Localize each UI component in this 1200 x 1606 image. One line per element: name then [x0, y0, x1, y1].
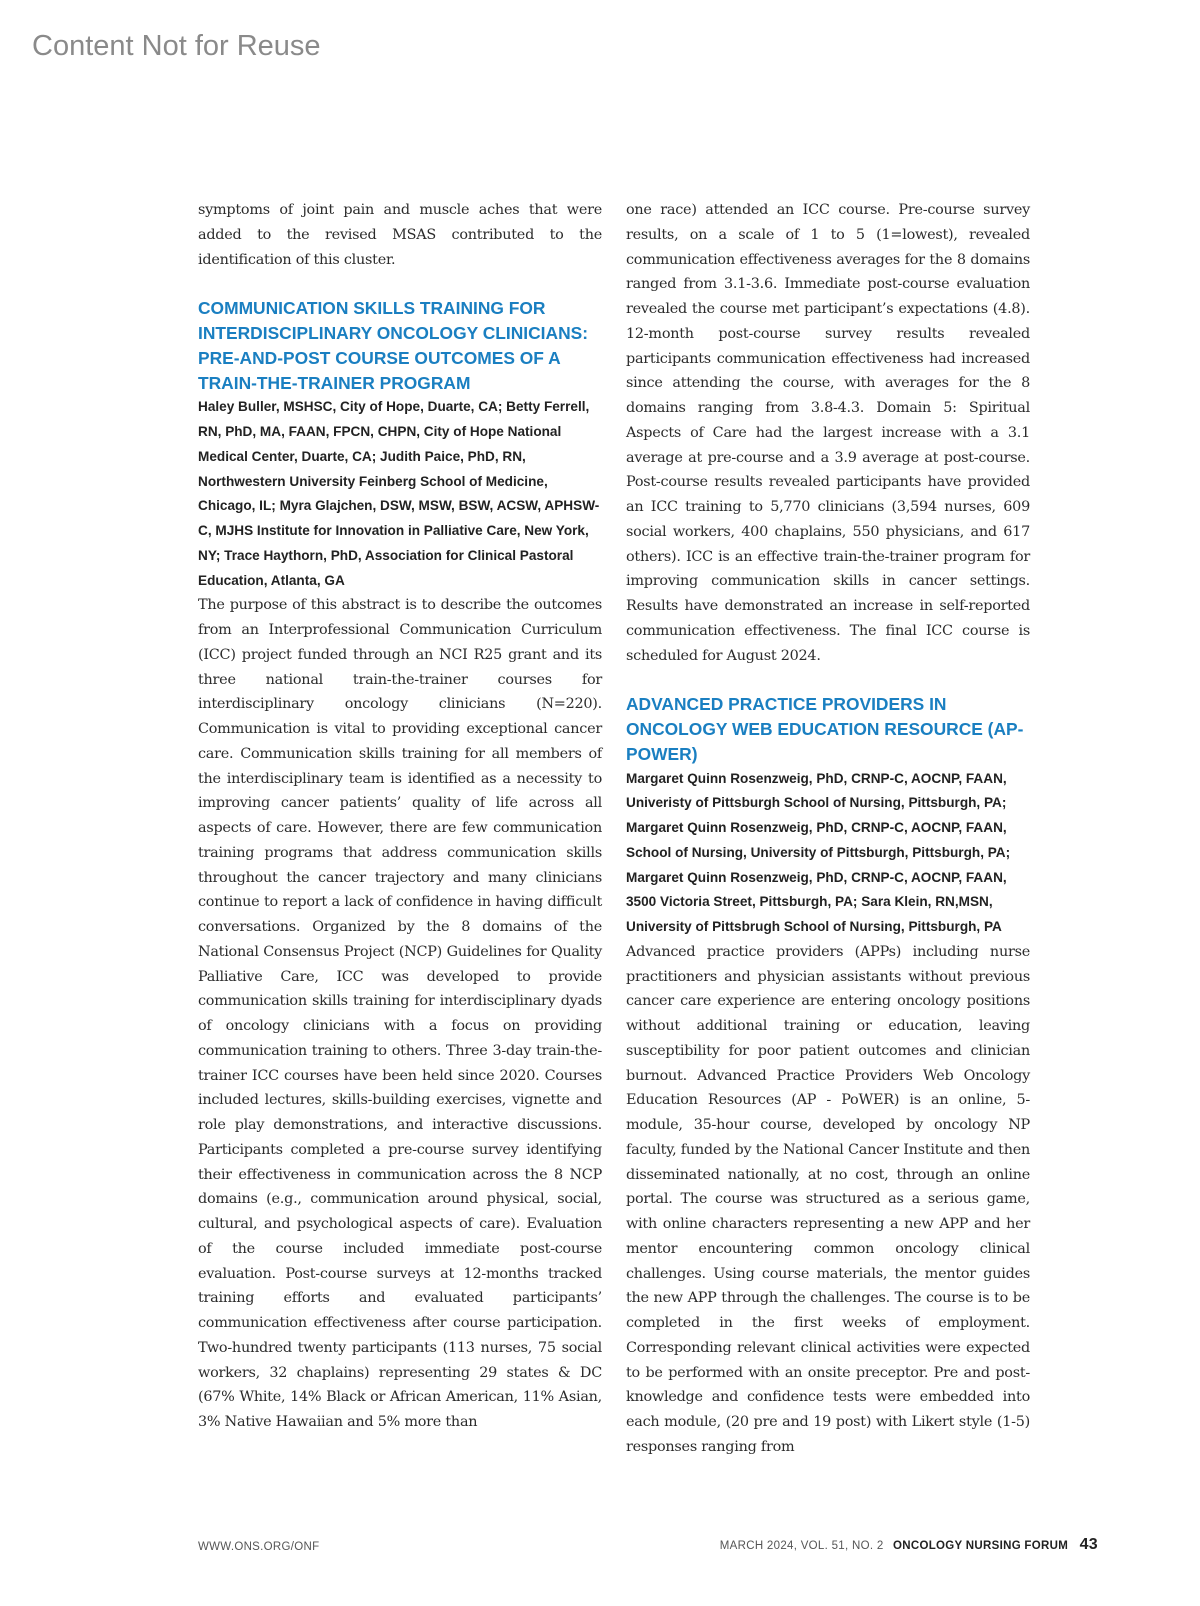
abstract-2-title: ADVANCED PRACTICE PROVIDERS IN ONCOLOGY WEB EDUCATION RESOURCE (AP-POWER) — [626, 694, 1024, 764]
footer-journal-name: ONCOLOGY NURSING FORUM — [893, 1540, 1069, 1552]
footer-issue: MARCH 2024, VOL. 51, NO. 2 — [719, 1540, 884, 1552]
page-number: 43 — [1079, 1536, 1098, 1553]
right-column — [626, 198, 1030, 1460]
abstract-1-authors: Haley Buller, MSHSC, City of Hope, Duarte, CA; Betty Ferrell, RN, PhD, MA, FAAN, FPCN, CHPN, City of Hope National Medical Center, Duarte, CA; Judith Paice, PhD, RN, Northwestern University Feinberg School of Medicine, Chicago, IL; Myra Glajchen, DSW, MSW, BSW, ACSW, APHSW-C, MJHS Institute for Innovation in Palliative Care, New York, NY; Trace Haythorn, PhD, Association for Clinical Pastoral Education, Atlanta, GA — [198, 399, 600, 588]
footer-info — [720, 1536, 1098, 1554]
abstract-1-body: The purpose of this abstract is to describe the outcomes from an Interprofessional Communication Curriculum (ICC) project funded through an NCI R25 grant and its three national train-the-trainer courses for interdisciplinary oncology clinicians (N=220). Communication is vital to providing exceptional cancer care. Communication skills training for all members of the interdisciplinary team is identified as a necessity to improving cancer patients’ quality of life across all aspects of care. However, there are few communication training programs that address communication skills throughout the cancer trajectory and many clinicians continue to report a lack of confidence in having difficult conversations. Organized by the 8 domains of the National Consensus Project (NCP) Guidelines for Quality Palliative Care, ICC was developed to provide communication skills training for interdisciplinary dyads of oncology clinicians with a focus on providing communication training to others. Three 3-day train-the-trainer ICC courses have been held since 2020. Courses included lectures, skills-building exercises, vignette and role play demonstrations, and interactive discussions. Participants completed a pre-course survey identifying their effectiveness in communication across the 8 NCP domains (e.g., communication around physical, social, cultural, and psychological aspects of care). Evaluation of the course included immediate post-course evaluation. Post-course surveys at 12-months tracked training efforts and evaluated participants’ communication effectiveness after course participation. Two-hundred twenty participants (113 nurses, 75 social workers, 32 chaplains) representing 29 states & DC (67% White, 14% Black or African American, 11% Asian, 3% Native Hawaiian and 5% more than — [198, 597, 602, 1430]
left-column — [198, 198, 602, 1435]
abstract-1-title: COMMUNICATION SKILLS TRAINING FOR INTERDISCIPLINARY ONCOLOGY CLINICIANS: PRE-AND-POST COURSE OUTCOMES OF A TRAIN-THE-TRAINER PROGRAM — [198, 298, 589, 393]
watermark-text: Content Not for Reuse — [32, 30, 321, 62]
abstract-2-authors: Margaret Quinn Rosenzweig, PhD, CRNP-C, AOCNP, FAAN, Univeristy of Pittsburgh School of Nursing, Pittsburgh, PA; Margaret Quinn Rosenzweig, PhD, CRNP-C, AOCNP, FAAN, School of Nursing, University of Pittsburgh, Pittsburgh, PA; Margaret Quinn Rosenzweig, PhD, CRNP-C, AOCNP, FAAN, 3500 Victoria Street, Pittsburgh, PA; Sara Klein, RN,MSN, University of Pittsbrugh School of Nursing, Pittsburgh, PA — [626, 770, 1011, 934]
abstract-1-body-continued: one race) attended an ICC course. Pre-course survey results, on a scale of 1 to 5 (1=lowest), revealed communication effectiveness averages for the 8 domains ranged from 3.1-3.6. Immediate post-course evaluation revealed the course met participant’s expectations (4.8). 12-month post-course survey results revealed participants communication effectiveness had increased since attending the course, with averages for the 8 domains ranging from 3.8-4.3. Domain 5: Spiritual Aspects of Care had the largest increase with a 3.1 average at pre-course and a 3.9 average at post-course. Post-course results revealed participants have provided an ICC training to 5,770 clinicians (3,594 nurses, 609 social workers, 400 chaplains, 550 physicians, and 617 others). ICC is an effective train-the-trainer program for improving communication skills in cancer settings. Results have demonstrated an increase in self-reported communication effectiveness. The final ICC course is scheduled for August 2024. — [626, 202, 1030, 664]
abstract-2-body: Advanced practice providers (APPs) including nurse practitioners and physician assistants without previous cancer care experience are entering oncology positions without additional training or education, leaving susceptibility for poor patient outcomes and clinician burnout. Advanced Practice Providers Web Oncology Education Resources (AP - PoWER) is an online, 5-module, 35-hour course, developed by oncology NP faculty, funded by the National Cancer Institute and then disseminated nationally, at no cost, through an online portal. The course was structured as a serious game, with online characters representing a new APP and her mentor encountering common oncology clinical challenges. Using course materials, the mentor guides the new APP through the challenges. The course is to be completed in the first weeks of employment. Corresponding relevant clinical activities were expected to be performed with an onsite preceptor. Pre and post-knowledge and confidence tests were embedded into each module, (20 pre and 19 post) with Likert style (1-5) responses ranging from — [626, 943, 1030, 1455]
footer-website: WWW.ONS.ORG/ONF — [198, 1541, 320, 1553]
intro-paragraph: symptoms of joint pain and muscle aches that were added to the revised MSAS contributed to the identification of this cluster. — [198, 202, 602, 268]
